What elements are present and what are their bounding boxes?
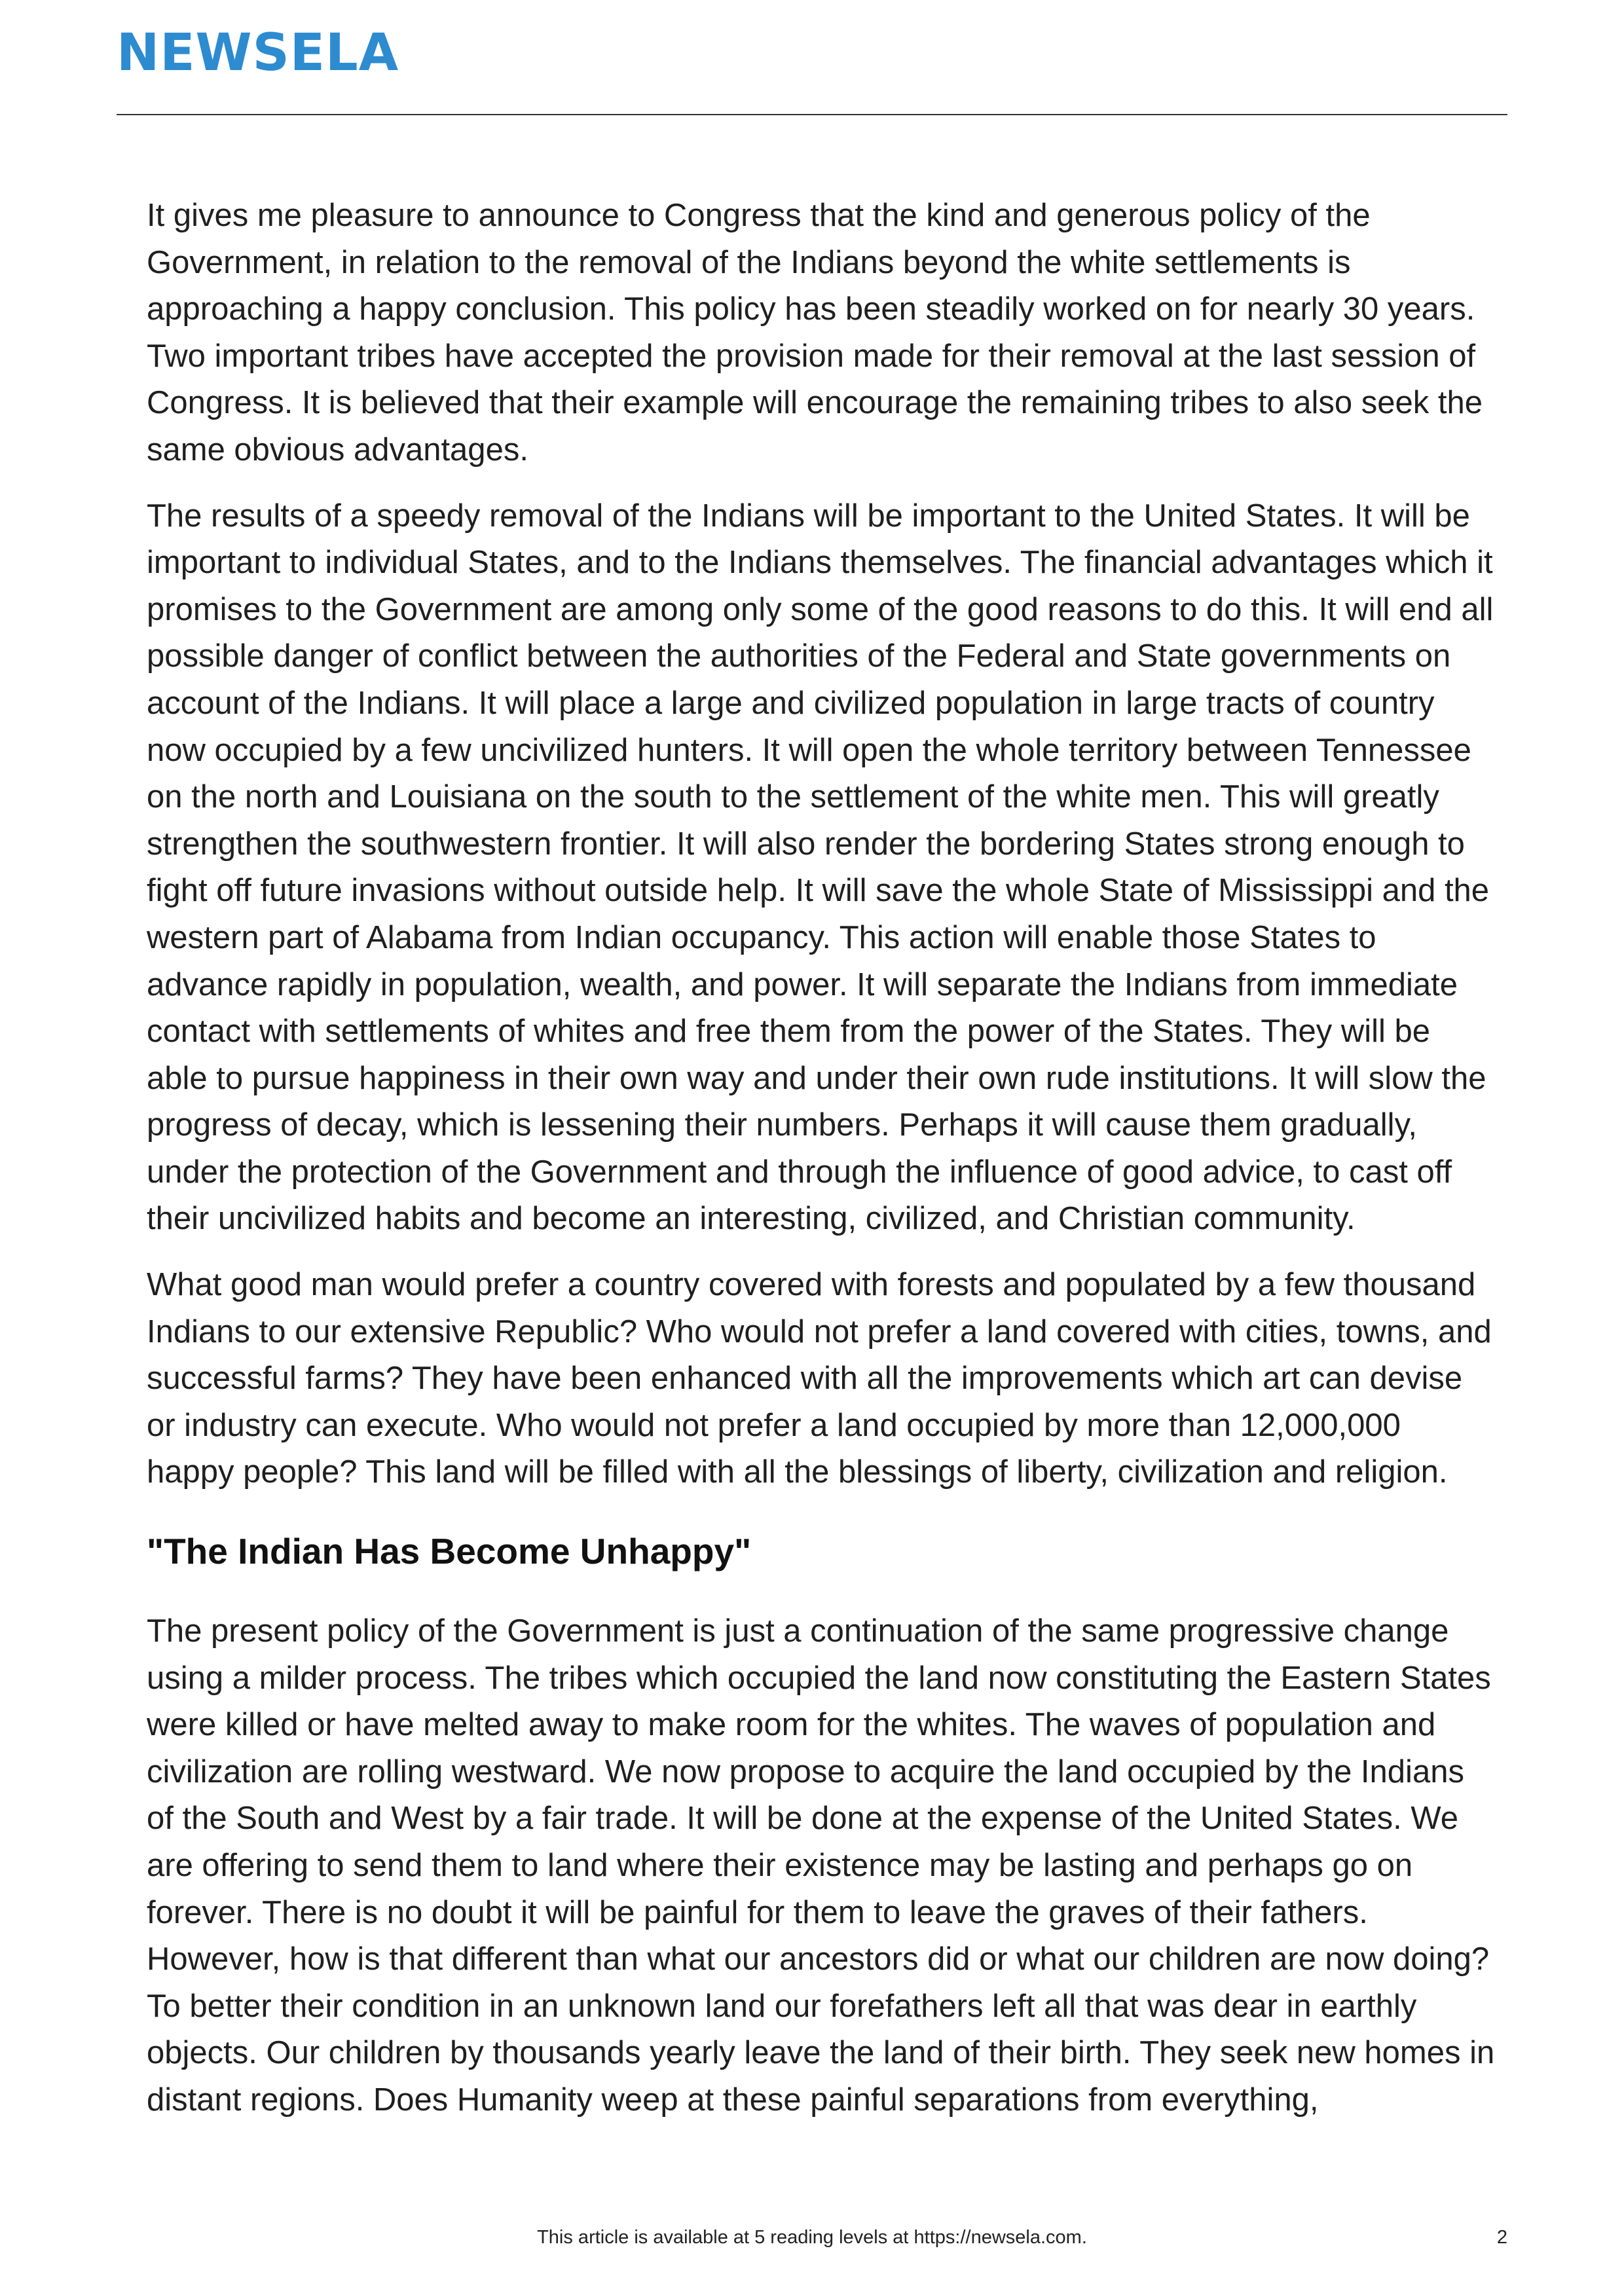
page-number: 2	[1496, 2227, 1507, 2248]
article-paragraph: It gives me pleasure to announce to Congress that the kind and generous policy of the Government, in relation to the removal of the Indians beyond the white settlements is approaching a happy conclusion. This policy has been steadily worked on for nearly 30 years. Two important tribes have accepted the provision made for their removal at the last session of Congress. It is believed that their example will encourage the remaining tribes to also seek the same obvious advantages.	[147, 198, 1483, 468]
section-heading: "The Indian Has Become Unhappy"	[147, 1531, 752, 1572]
header-divider	[117, 114, 1507, 115]
footer-availability-note: This article is available at 5 reading levels at https://newsela.com.	[537, 2227, 1087, 2248]
article-paragraph: The results of a speedy removal of the Indians will be important to the United States. It will be important to individual States, and to the Indians themselves. The financial advantages which it promises to the Government are among only some of the good reasons to do this. It will end all possible danger of conflict between the authorities of the Federal and State governments on account of the Indians. It will place a large and civilized population in large tracts of country now occupied by a few uncivilized hunters. It will open the whole territory between Tennessee on the north and Louisiana on the south to the settlement of the white men. This will greatly strengthen the southwestern frontier. It will also render the bordering States strong enough to fight off future invasions without outside help. It will save the whole State of Mississippi and the western part of Alabama from Indian occupancy. This action will enable those States to advance rapidly in population, wealth, and power. It will separate the Indians from immediate contact with settlements of whites and free them from the power of the States. They will be able to pursue happiness in their own way and under their own rude institutions. It will slow the progress of decay, which is lessening their numbers. Perhaps it will cause them gradually, under the protection of the Government and through the influence of good advice, to cast off their uncivilized habits and become an interesting, civilized, and Christian community.	[147, 498, 1494, 1237]
article-body	[147, 193, 1496, 2143]
article-paragraph: What good man would prefer a country covered with forests and populated by a few thousand Indians to our extensive Republic? Who would not prefer a land covered with cities, towns, and successful farms? They have been enhanced with all the improvements which art can devise or industry can execute. Who would not prefer a land occupied by more than 12,000,000 happy people? This land will be filled with all the blessings of liberty, civilization and religion.	[147, 1267, 1492, 1490]
article-paragraph: The present policy of the Government is just a continuation of the same progressive change using a milder process. The tribes which occupied the land now constituting the Eastern States were killed or have melted away to make room for the whites. The waves of population and civilization are rolling westward. We now propose to acquire the land occupied by the Indians of the South and West by a fair trade. It will be done at the expense of the United States. We are offering to send them to land where their existence may be lasting and perhaps go on forever. There is no doubt it will be painful for them to leave the graves of their fathers. However, how is that different than what our ancestors did or what our children are now doing? To better their condition in an unknown land our forefathers left all that was dear in earthly objects. Our children by thousands yearly leave the land of their birth. They seek new homes in distant regions. Does Humanity weep at these painful separations from everything,	[147, 1613, 1495, 2118]
newsela-logo[interactable]: NEWSELA	[117, 24, 399, 83]
